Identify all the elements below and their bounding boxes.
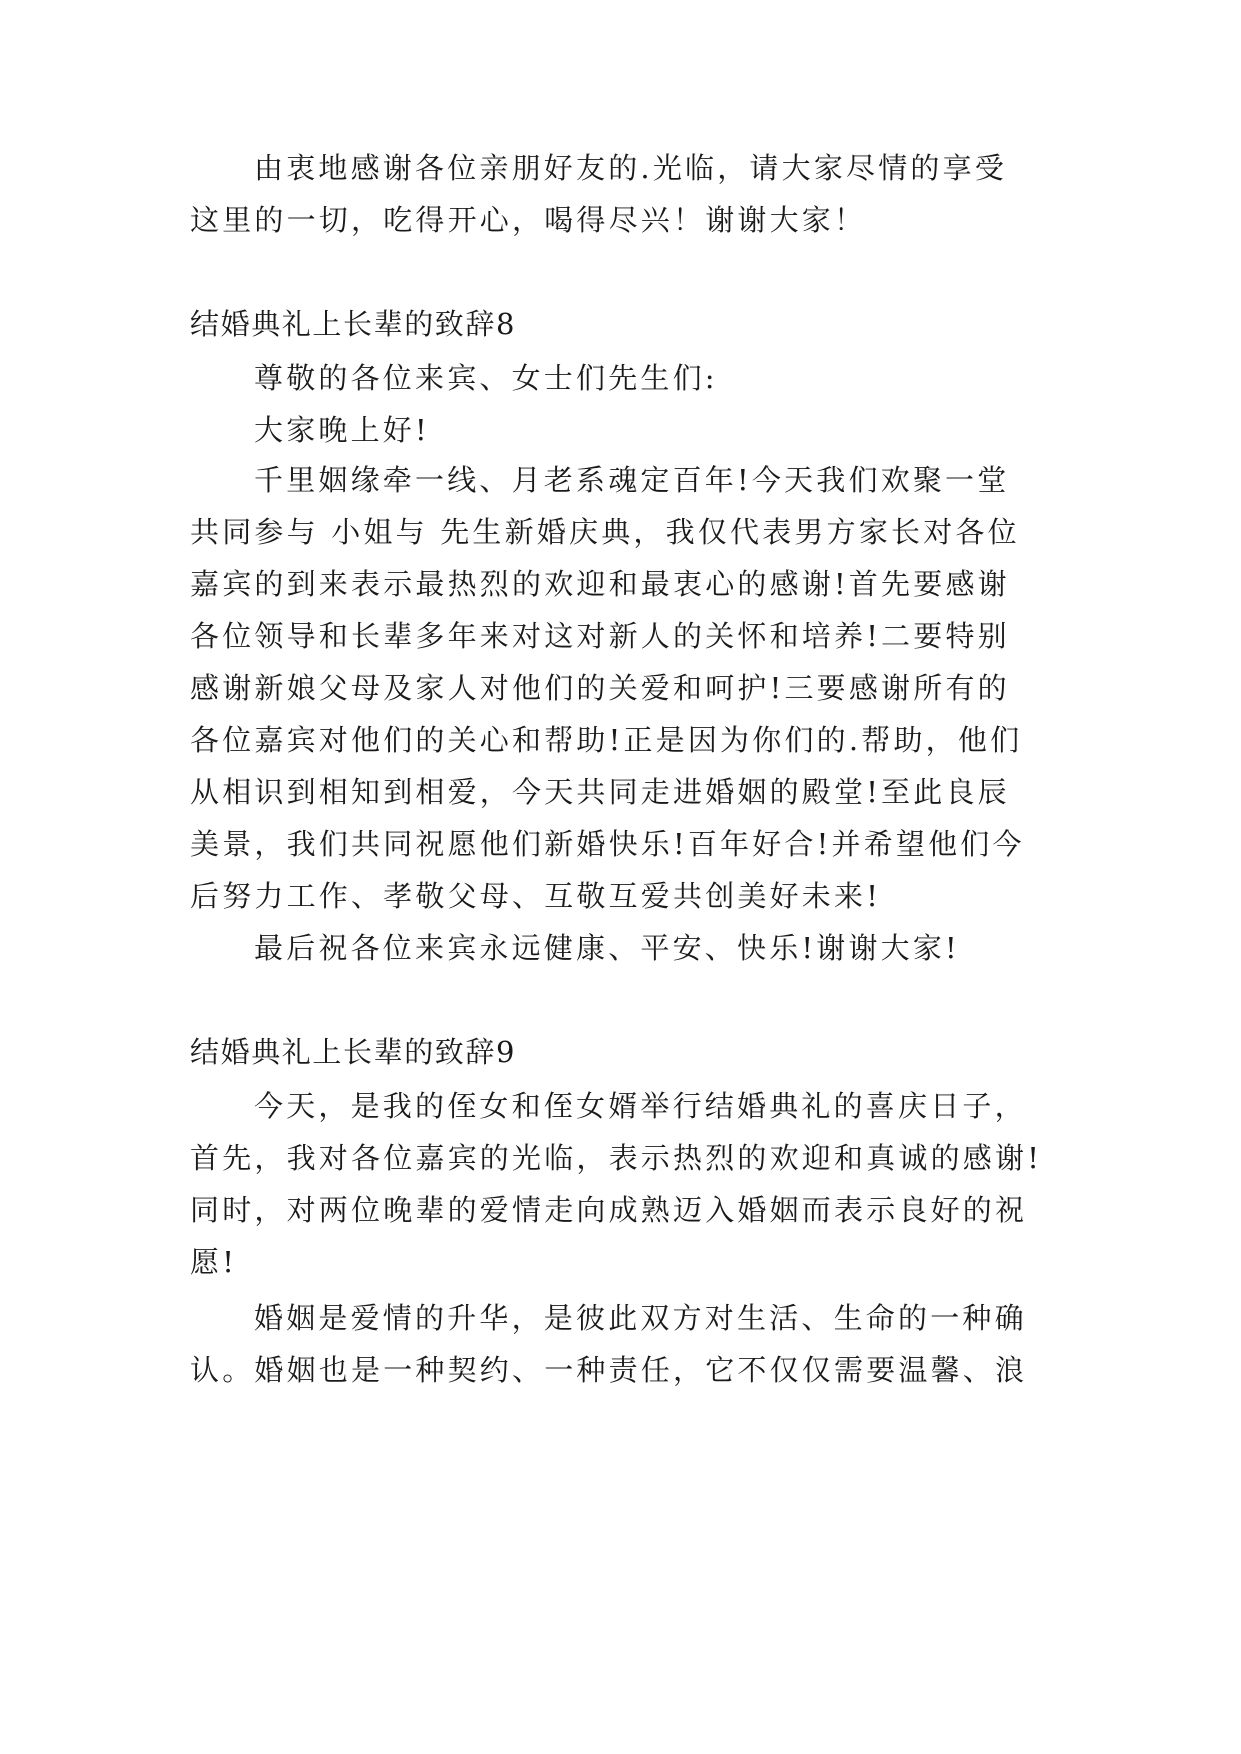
closing-line-2: 这里的一切，吃得开心，喝得尽兴！谢谢大家！ xyxy=(190,203,867,237)
section-8-body-line: 嘉宾的到来表示最热烈的欢迎和最衷心的感谢!首先要感谢 xyxy=(190,567,1010,601)
section-9-para-1-line: 今天，是我的侄女和侄女婿举行结婚典礼的喜庆日子， xyxy=(254,1089,1027,1123)
section-8-body-line: 各位领导和长辈多年来对这对新人的关怀和培养!二要特别 xyxy=(190,619,1010,653)
section-9-heading: 结婚典礼上长辈的致辞9 xyxy=(190,1035,517,1069)
section-8-body-line: 共同参与 小姐与 先生新婚庆典，我仅代表男方家长对各位 xyxy=(190,515,1020,549)
section-9-para-1-line: 首先，我对各位嘉宾的光临，表示热烈的欢迎和真诚的感谢! xyxy=(190,1141,1043,1175)
section-8-body-line: 后努力工作、孝敬父母、互敬互爱共创美好未来! xyxy=(190,879,882,913)
section-8-closing: 最后祝各位来宾永远健康、平安、快乐!谢谢大家! xyxy=(254,931,960,965)
section-8-body-line: 千里姻缘牵一线、月老系魂定百年!今天我们欢聚一堂 xyxy=(254,463,1010,497)
section-9-para-1-line: 愿! xyxy=(190,1245,238,1279)
section-8-greeting: 尊敬的各位来宾、女士们先生们: xyxy=(254,361,718,395)
section-8-body-line: 从相识到相知到相爱，今天共同走进婚姻的殿堂!至此良辰 xyxy=(190,775,1010,809)
section-9-para-2-line: 认。婚姻也是一种契约、一种责任，它不仅仅需要温馨、浪 xyxy=(190,1353,1028,1387)
closing-line-1: 由衷地感谢各位亲朋好友的.光临，请大家尽情的享受 xyxy=(254,151,1008,185)
section-8-body-line: 各位嘉宾对他们的关心和帮助!正是因为你们的.帮助，他们 xyxy=(190,723,1023,757)
section-9-para-2-line: 婚姻是爱情的升华，是彼此双方对生活、生命的一种确 xyxy=(254,1301,1027,1335)
section-9-para-1-line: 同时，对两位晚辈的爱情走向成熟迈入婚姻而表示良好的祝 xyxy=(190,1193,1028,1227)
section-8-body-line: 感谢新娘父母及家人对他们的关爱和呵护!三要感谢所有的 xyxy=(190,671,1010,705)
section-8-heading: 结婚典礼上长辈的致辞8 xyxy=(190,307,517,341)
section-8-salutation: 大家晚上好! xyxy=(254,413,430,447)
section-8-body-line: 美景，我们共同祝愿他们新婚快乐!百年好合!并希望他们今 xyxy=(190,827,1025,861)
